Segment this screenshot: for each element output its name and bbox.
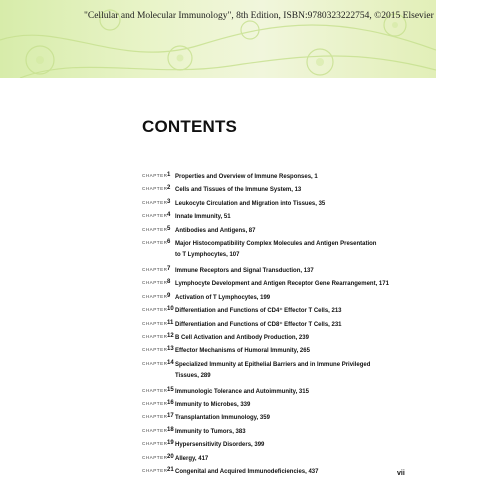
chapter-title: Innate Immunity, 51 <box>175 214 231 221</box>
chapter-number: 9 <box>167 292 171 299</box>
chapter-title: Cells and Tissues of the Immune System, 13 <box>175 187 302 194</box>
chapter-number: 17 <box>167 413 174 420</box>
toc-entry <box>142 199 442 212</box>
chapter-label: CHAPTER <box>142 320 168 326</box>
chapter-label: CHAPTER <box>142 387 168 393</box>
chapter-title: Major Histocompatibility Complex Molecules and Antigen Presentation to T Lymphocytes, 107 <box>175 240 377 258</box>
toc-entry <box>142 185 442 198</box>
toc-entry <box>142 212 442 225</box>
chapter-title: Immunologic Tolerance and Autoimmunity, 315 <box>175 388 309 395</box>
chapter-number: 16 <box>167 400 174 407</box>
toc-entry <box>142 387 442 400</box>
toc-entry <box>142 333 442 346</box>
toc-entry <box>142 413 442 426</box>
toc-entry <box>142 427 442 440</box>
chapter-title: Specialized Immunity at Epithelial Barriers and in Immune Privileged Tissues, 289 <box>175 361 371 379</box>
chapter-label: CHAPTER <box>142 401 168 407</box>
chapter-title: Leukocyte Circulation and Migration into Tissues, 35 <box>175 200 326 207</box>
chapter-label: CHAPTER <box>142 266 168 272</box>
chapter-label: CHAPTER <box>142 414 168 420</box>
chapter-number: 6 <box>167 238 171 245</box>
chapter-label: CHAPTER <box>142 468 168 474</box>
chapter-title: Transplantation Immunology, 359 <box>175 415 270 422</box>
chapter-number: 10 <box>167 306 174 313</box>
chapter-title: Activation of T Lymphocytes, 199 <box>175 294 271 301</box>
chapter-title: Effector Mechanisms of Humoral Immunity, 265 <box>175 348 310 355</box>
toc-entry <box>142 360 442 387</box>
chapter-label: CHAPTER <box>142 213 168 219</box>
chapter-title: B Cell Activation and Antibody Production, 239 <box>175 334 309 341</box>
toc-entry <box>142 293 442 306</box>
toc-entry <box>142 266 442 279</box>
page-title: CONTENTS <box>142 117 238 136</box>
chapter-label: CHAPTER <box>142 199 168 205</box>
chapter-number: 12 <box>167 332 174 339</box>
chapter-title: Properties and Overview of Immune Responses, 1 <box>175 174 318 180</box>
chapter-number: 4 <box>167 212 171 219</box>
chapter-label: CHAPTER <box>142 441 168 447</box>
chapter-number: 5 <box>167 225 171 232</box>
toc-entry <box>142 306 442 319</box>
chapter-title: Differentiation and Functions of CD8⁺ Effector T Cells, 231 <box>175 321 342 328</box>
chapter-title: Hypersensitivity Disorders, 399 <box>175 442 265 449</box>
toc-entry <box>142 400 442 413</box>
chapter-number: 15 <box>167 386 174 393</box>
chapter-title: Immune Receptors and Signal Transduction, 137 <box>175 267 314 274</box>
chapter-number: 13 <box>167 346 174 353</box>
chapter-label: CHAPTER <box>142 226 168 232</box>
chapter-title: Allergy, 417 <box>175 455 209 462</box>
toc-entry <box>142 279 442 292</box>
chapter-title: Immunity to Tumors, 383 <box>175 428 246 435</box>
chapter-title: Congenital and Acquired Immunodeficiencies, 437 <box>175 469 319 476</box>
chapter-label: CHAPTER <box>142 173 168 178</box>
chapter-number: 19 <box>167 440 174 447</box>
chapter-label: CHAPTER <box>142 307 168 313</box>
table-of-contents <box>142 172 442 480</box>
chapter-number: 18 <box>167 426 174 433</box>
chapter-number: 2 <box>167 185 171 192</box>
chapter-title: Immunity to Microbes, 339 <box>175 402 251 409</box>
chapter-number: 14 <box>167 359 174 366</box>
toc-entry <box>142 346 442 359</box>
chapter-number: 20 <box>167 453 174 460</box>
chapter-title: Lymphocyte Development and Antigen Receptor Gene Rearrangement, 171 <box>175 281 389 288</box>
chapter-number: 8 <box>167 279 171 286</box>
chapter-label: CHAPTER <box>142 186 168 192</box>
toc-entry <box>142 172 442 185</box>
toc-entry <box>142 320 442 333</box>
toc-entry <box>142 454 442 467</box>
chapter-label: CHAPTER <box>142 360 168 366</box>
chapter-label: CHAPTER <box>142 347 168 353</box>
chapter-label: CHAPTER <box>142 454 168 460</box>
toc-entry <box>142 440 442 453</box>
page-number: vii <box>397 470 405 477</box>
chapter-number: 1 <box>167 172 171 178</box>
chapter-label: CHAPTER <box>142 293 168 299</box>
chapter-label: CHAPTER <box>142 280 168 286</box>
chapter-number: 11 <box>167 319 174 326</box>
header-banner <box>0 0 436 78</box>
chapter-label: CHAPTER <box>142 427 168 433</box>
chapter-label: CHAPTER <box>142 333 168 339</box>
chapter-number: 3 <box>167 198 171 205</box>
toc-entry <box>142 226 442 239</box>
toc-entry <box>142 239 442 266</box>
chapter-title: Antibodies and Antigens, 87 <box>175 227 256 234</box>
chapter-number: 7 <box>167 265 171 272</box>
chapter-label: CHAPTER <box>142 239 168 245</box>
chapter-title: Differentiation and Functions of CD4⁺ Effector T Cells, 213 <box>175 308 342 315</box>
chapter-number: 21 <box>167 467 174 474</box>
banner-citation: "Cellular and Molecular Immunology", 8th Edition, ISBN:9780323222754, ©2015 Elsevier <box>84 11 434 21</box>
